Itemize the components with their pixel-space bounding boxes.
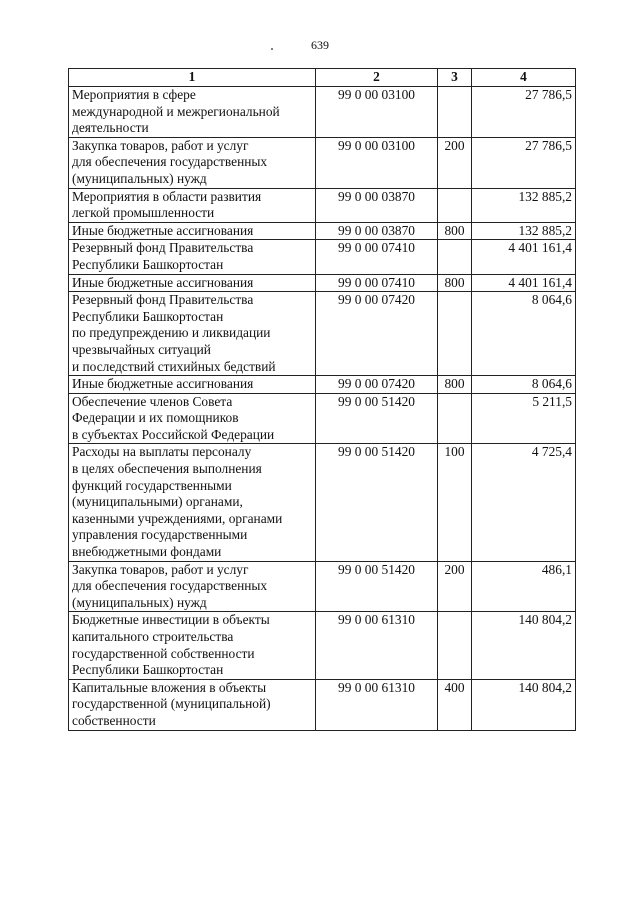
row-code: 99 0 00 51420 bbox=[316, 393, 438, 444]
table-row bbox=[69, 188, 576, 222]
table-row bbox=[69, 612, 576, 679]
row-kvr bbox=[438, 612, 472, 679]
row-code: 99 0 00 03870 bbox=[316, 222, 438, 240]
row-kvr: 800 bbox=[438, 222, 472, 240]
table-row bbox=[69, 274, 576, 292]
row-sum: 8 064,6 bbox=[472, 292, 576, 376]
row-sum: 4 401 161,4 bbox=[472, 240, 576, 274]
table-row bbox=[69, 444, 576, 561]
row-name: Расходы на выплаты персоналу в целях обеспечения выполнения функций государственными (муниципальными) органами, казенными учреждениями, органами управления государственными внебюджетными фондами bbox=[69, 444, 316, 561]
row-sum: 486,1 bbox=[472, 561, 576, 612]
row-sum: 4 725,4 bbox=[472, 444, 576, 561]
row-kvr bbox=[438, 240, 472, 274]
row-name: Обеспечение членов Совета Федерации и их помощников в субъектах Российской Федерации bbox=[69, 393, 316, 444]
row-sum: 132 885,2 bbox=[472, 222, 576, 240]
header-row bbox=[69, 69, 576, 87]
row-sum: 140 804,2 bbox=[472, 679, 576, 730]
table-row bbox=[69, 222, 576, 240]
row-sum: 27 786,5 bbox=[472, 137, 576, 188]
header-col-2: 2 bbox=[316, 69, 438, 87]
row-kvr: 200 bbox=[438, 561, 472, 612]
row-name: Иные бюджетные ассигнования bbox=[69, 376, 316, 394]
row-kvr: 400 bbox=[438, 679, 472, 730]
row-code: 99 0 00 07410 bbox=[316, 274, 438, 292]
row-name: Бюджетные инвестиции в объекты капитального строительства государственной собственности Республики Башкортостан bbox=[69, 612, 316, 679]
row-sum: 8 064,6 bbox=[472, 376, 576, 394]
row-code: 99 0 00 07420 bbox=[316, 376, 438, 394]
row-kvr bbox=[438, 188, 472, 222]
row-name: Мероприятия в сфере международной и межрегиональной деятельности bbox=[69, 87, 316, 138]
row-sum: 140 804,2 bbox=[472, 612, 576, 679]
row-sum: 132 885,2 bbox=[472, 188, 576, 222]
row-name: Закупка товаров, работ и услуг для обеспечения государственных (муниципальных) нужд bbox=[69, 561, 316, 612]
row-code: 99 0 00 07410 bbox=[316, 240, 438, 274]
row-kvr: 100 bbox=[438, 444, 472, 561]
row-name: Резервный фонд Правительства Республики Башкортостан по предупреждению и ликвидации чрезвычайных ситуаций и последствий стихийных бедствий bbox=[69, 292, 316, 376]
table-row bbox=[69, 292, 576, 376]
row-code: 99 0 00 03870 bbox=[316, 188, 438, 222]
row-code: 99 0 00 51420 bbox=[316, 444, 438, 561]
table-row bbox=[69, 393, 576, 444]
header-col-3: 3 bbox=[438, 69, 472, 87]
row-kvr bbox=[438, 393, 472, 444]
row-name: Закупка товаров, работ и услуг для обеспечения государственных (муниципальных) нужд bbox=[69, 137, 316, 188]
row-name: Иные бюджетные ассигнования bbox=[69, 222, 316, 240]
row-kvr: 200 bbox=[438, 137, 472, 188]
table-row bbox=[69, 87, 576, 138]
row-name: Резервный фонд Правительства Республики Башкортостан bbox=[69, 240, 316, 274]
table-row bbox=[69, 376, 576, 394]
row-name: Иные бюджетные ассигнования bbox=[69, 274, 316, 292]
header-col-1: 1 bbox=[69, 69, 316, 87]
row-code: 99 0 00 61310 bbox=[316, 612, 438, 679]
row-code: 99 0 00 07420 bbox=[316, 292, 438, 376]
row-kvr bbox=[438, 87, 472, 138]
row-code: 99 0 00 03100 bbox=[316, 137, 438, 188]
header-col-4: 4 bbox=[472, 69, 576, 87]
row-code: 99 0 00 03100 bbox=[316, 87, 438, 138]
row-kvr bbox=[438, 292, 472, 376]
budget-table bbox=[68, 68, 576, 731]
page-number: 639 bbox=[311, 38, 329, 52]
row-sum: 27 786,5 bbox=[472, 87, 576, 138]
row-sum: 5 211,5 bbox=[472, 393, 576, 444]
row-code: 99 0 00 51420 bbox=[316, 561, 438, 612]
table-row bbox=[69, 561, 576, 612]
row-sum: 4 401 161,4 bbox=[472, 274, 576, 292]
scan-dot bbox=[271, 48, 273, 50]
row-kvr: 800 bbox=[438, 376, 472, 394]
row-kvr: 800 bbox=[438, 274, 472, 292]
table-row bbox=[69, 137, 576, 188]
table-row bbox=[69, 240, 576, 274]
row-name: Капитальные вложения в объекты государственной (муниципальной) собственности bbox=[69, 679, 316, 730]
row-code: 99 0 00 61310 bbox=[316, 679, 438, 730]
row-name: Мероприятия в области развития легкой промышленности bbox=[69, 188, 316, 222]
table-row bbox=[69, 679, 576, 730]
